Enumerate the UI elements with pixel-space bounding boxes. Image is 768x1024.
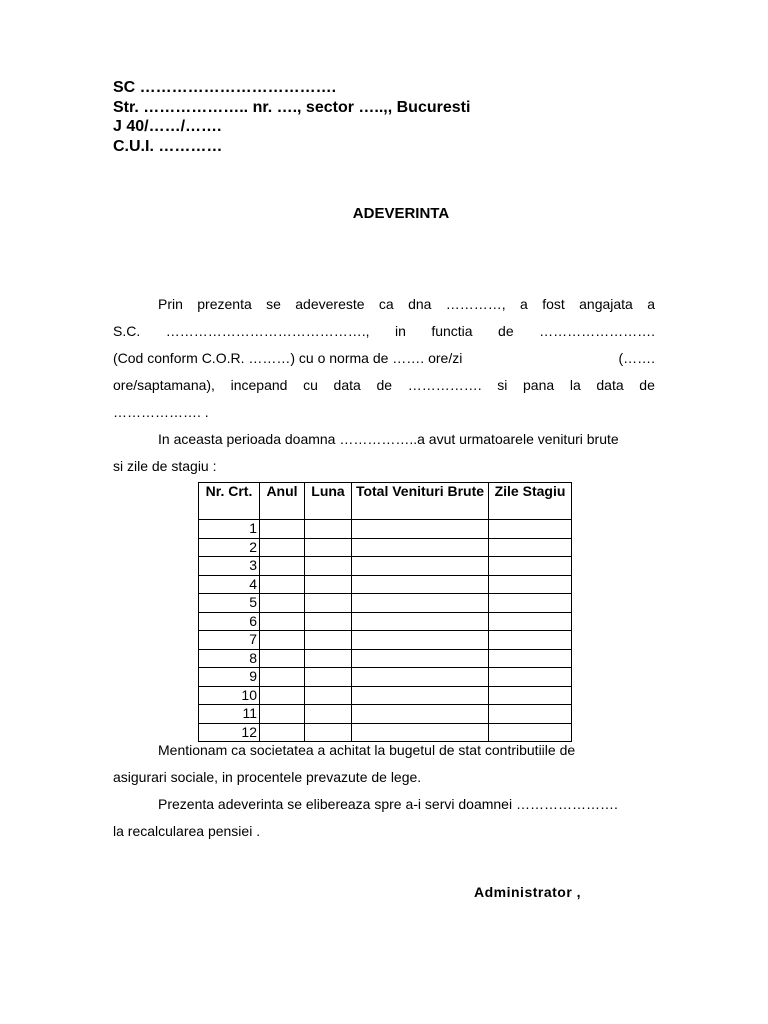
company-header — [113, 78, 470, 156]
cell-anul — [260, 631, 305, 650]
word: ore/saptamana), — [113, 377, 215, 393]
column-header-luna: Luna — [305, 483, 352, 520]
cell-luna — [305, 538, 352, 557]
text-line: Prezenta adeverinta se elibereaza spre a-i servi doamnei …………………. — [158, 796, 618, 812]
paragraph-income-intro — [113, 426, 655, 480]
cell-luna — [305, 631, 352, 650]
cell-nr-crt: 8 — [199, 649, 260, 668]
word: data — [596, 377, 624, 393]
table-row — [199, 631, 572, 650]
company-address-line: Str. ……………….. nr. …., sector …..,, Bucuresti — [113, 98, 471, 116]
cell-nr-crt: 6 — [199, 612, 260, 631]
text-line: ………………. . — [113, 404, 209, 420]
paragraph-contributions — [113, 737, 655, 791]
text-line — [113, 291, 655, 318]
word: (……. — [618, 350, 655, 366]
column-header-total-venituri: Total Venituri Brute — [352, 483, 489, 520]
word: de — [376, 377, 393, 393]
word: se — [266, 296, 281, 312]
word: incepand — [230, 377, 288, 393]
text-line: Mentionam ca societatea a achitat la bugetul de stat contributiile de — [158, 742, 576, 758]
cell-zile-stagiu — [489, 631, 572, 650]
table-row — [199, 557, 572, 576]
cell-zile-stagiu — [489, 686, 572, 705]
document-title: ADEVERINTA — [352, 205, 450, 222]
cell-zile-stagiu — [489, 520, 572, 539]
word: (Cod conform C.O.R. ………) cu o norma de ……. ore/zi — [113, 350, 463, 366]
cell-total-venituri — [352, 575, 489, 594]
word: la — [569, 377, 581, 393]
word: a — [647, 296, 655, 312]
text-line: In aceasta perioada doamna ……………..a avut urmatoarele venituri brute — [158, 431, 619, 447]
cell-luna — [305, 612, 352, 631]
table-row — [199, 705, 572, 724]
table-row — [199, 538, 572, 557]
cell-luna — [305, 686, 352, 705]
cell-nr-crt: 5 — [199, 594, 260, 613]
word: cu — [303, 377, 318, 393]
cell-luna — [305, 520, 352, 539]
word: …………, — [445, 296, 506, 312]
text-line — [113, 345, 655, 372]
column-header-nr-crt: Nr. Crt. — [199, 483, 260, 520]
cell-nr-crt: 2 — [199, 538, 260, 557]
cell-zile-stagiu — [489, 705, 572, 724]
cell-total-venituri — [352, 686, 489, 705]
cell-total-venituri — [352, 594, 489, 613]
word: ……………………. — [539, 323, 655, 339]
company-name-line: SC ………………………………. — [113, 79, 337, 96]
word: adevereste — [295, 296, 365, 312]
word: pana — [523, 377, 555, 393]
word: fost — [542, 296, 565, 312]
cell-zile-stagiu — [489, 594, 572, 613]
cell-luna — [305, 649, 352, 668]
word: prezenta — [197, 296, 252, 312]
word: si — [497, 377, 508, 393]
cell-anul — [260, 520, 305, 539]
cell-luna — [305, 594, 352, 613]
cell-luna — [305, 668, 352, 687]
table-row — [199, 649, 572, 668]
company-cui-line: C.U.I. ………… — [113, 137, 223, 155]
table-row — [199, 668, 572, 687]
cell-nr-crt: 4 — [199, 575, 260, 594]
table-row — [199, 575, 572, 594]
cell-luna — [305, 575, 352, 594]
table-row — [199, 594, 572, 613]
cell-anul — [260, 594, 305, 613]
table-row — [199, 520, 572, 539]
text-line — [113, 372, 655, 399]
text-line: la recalcularea pensiei . — [113, 823, 261, 839]
cell-total-venituri — [352, 631, 489, 650]
cell-nr-crt: 12 — [199, 723, 260, 742]
cell-nr-crt: 7 — [199, 631, 260, 650]
cell-zile-stagiu — [489, 557, 572, 576]
word: ……………. — [407, 377, 482, 393]
cell-luna — [305, 705, 352, 724]
word: a — [520, 296, 528, 312]
cell-total-venituri — [352, 705, 489, 724]
word: S.C. — [113, 323, 141, 339]
cell-anul — [260, 705, 305, 724]
cell-total-venituri — [352, 649, 489, 668]
cell-zile-stagiu — [489, 612, 572, 631]
income-table — [198, 482, 572, 742]
cell-anul — [260, 649, 305, 668]
word: de — [498, 323, 514, 339]
cell-anul — [260, 668, 305, 687]
cell-total-venituri — [352, 538, 489, 557]
cell-anul — [260, 612, 305, 631]
cell-total-venituri — [352, 612, 489, 631]
cell-anul — [260, 575, 305, 594]
word: Prin — [158, 296, 183, 312]
word: angajata — [579, 296, 633, 312]
signature-label: Administrator , — [474, 884, 582, 900]
word: data — [333, 377, 361, 393]
word: functia — [431, 323, 473, 339]
cell-total-venituri — [352, 557, 489, 576]
paragraph-purpose — [113, 791, 655, 845]
table-header-row — [199, 483, 572, 520]
word: dna — [408, 296, 432, 312]
word: ca — [378, 296, 394, 312]
cell-nr-crt: 10 — [199, 686, 260, 705]
company-registry-line: J 40/……/……. — [113, 118, 222, 135]
text-line — [113, 318, 655, 345]
word: in — [394, 323, 406, 339]
cell-zile-stagiu — [489, 575, 572, 594]
paragraph-employment — [113, 291, 655, 426]
cell-zile-stagiu — [489, 668, 572, 687]
cell-anul — [260, 557, 305, 576]
column-header-zile-stagiu: Zile Stagiu — [489, 483, 572, 520]
word: ……………………………………., — [165, 323, 370, 339]
cell-anul — [260, 538, 305, 557]
column-header-anul: Anul — [260, 483, 305, 520]
table-row — [199, 686, 572, 705]
cell-nr-crt: 9 — [199, 668, 260, 687]
word: de — [639, 377, 655, 393]
cell-luna — [305, 557, 352, 576]
cell-zile-stagiu — [489, 538, 572, 557]
table-row — [199, 612, 572, 631]
cell-zile-stagiu — [489, 649, 572, 668]
text-line: asigurari sociale, in procentele prevazute de lege. — [113, 769, 422, 785]
cell-anul — [260, 686, 305, 705]
cell-total-venituri — [352, 668, 489, 687]
cell-total-venituri — [352, 520, 489, 539]
cell-nr-crt: 11 — [199, 705, 260, 724]
cell-nr-crt: 1 — [199, 520, 260, 539]
cell-nr-crt: 3 — [199, 557, 260, 576]
text-line: si zile de stagiu : — [113, 458, 217, 474]
